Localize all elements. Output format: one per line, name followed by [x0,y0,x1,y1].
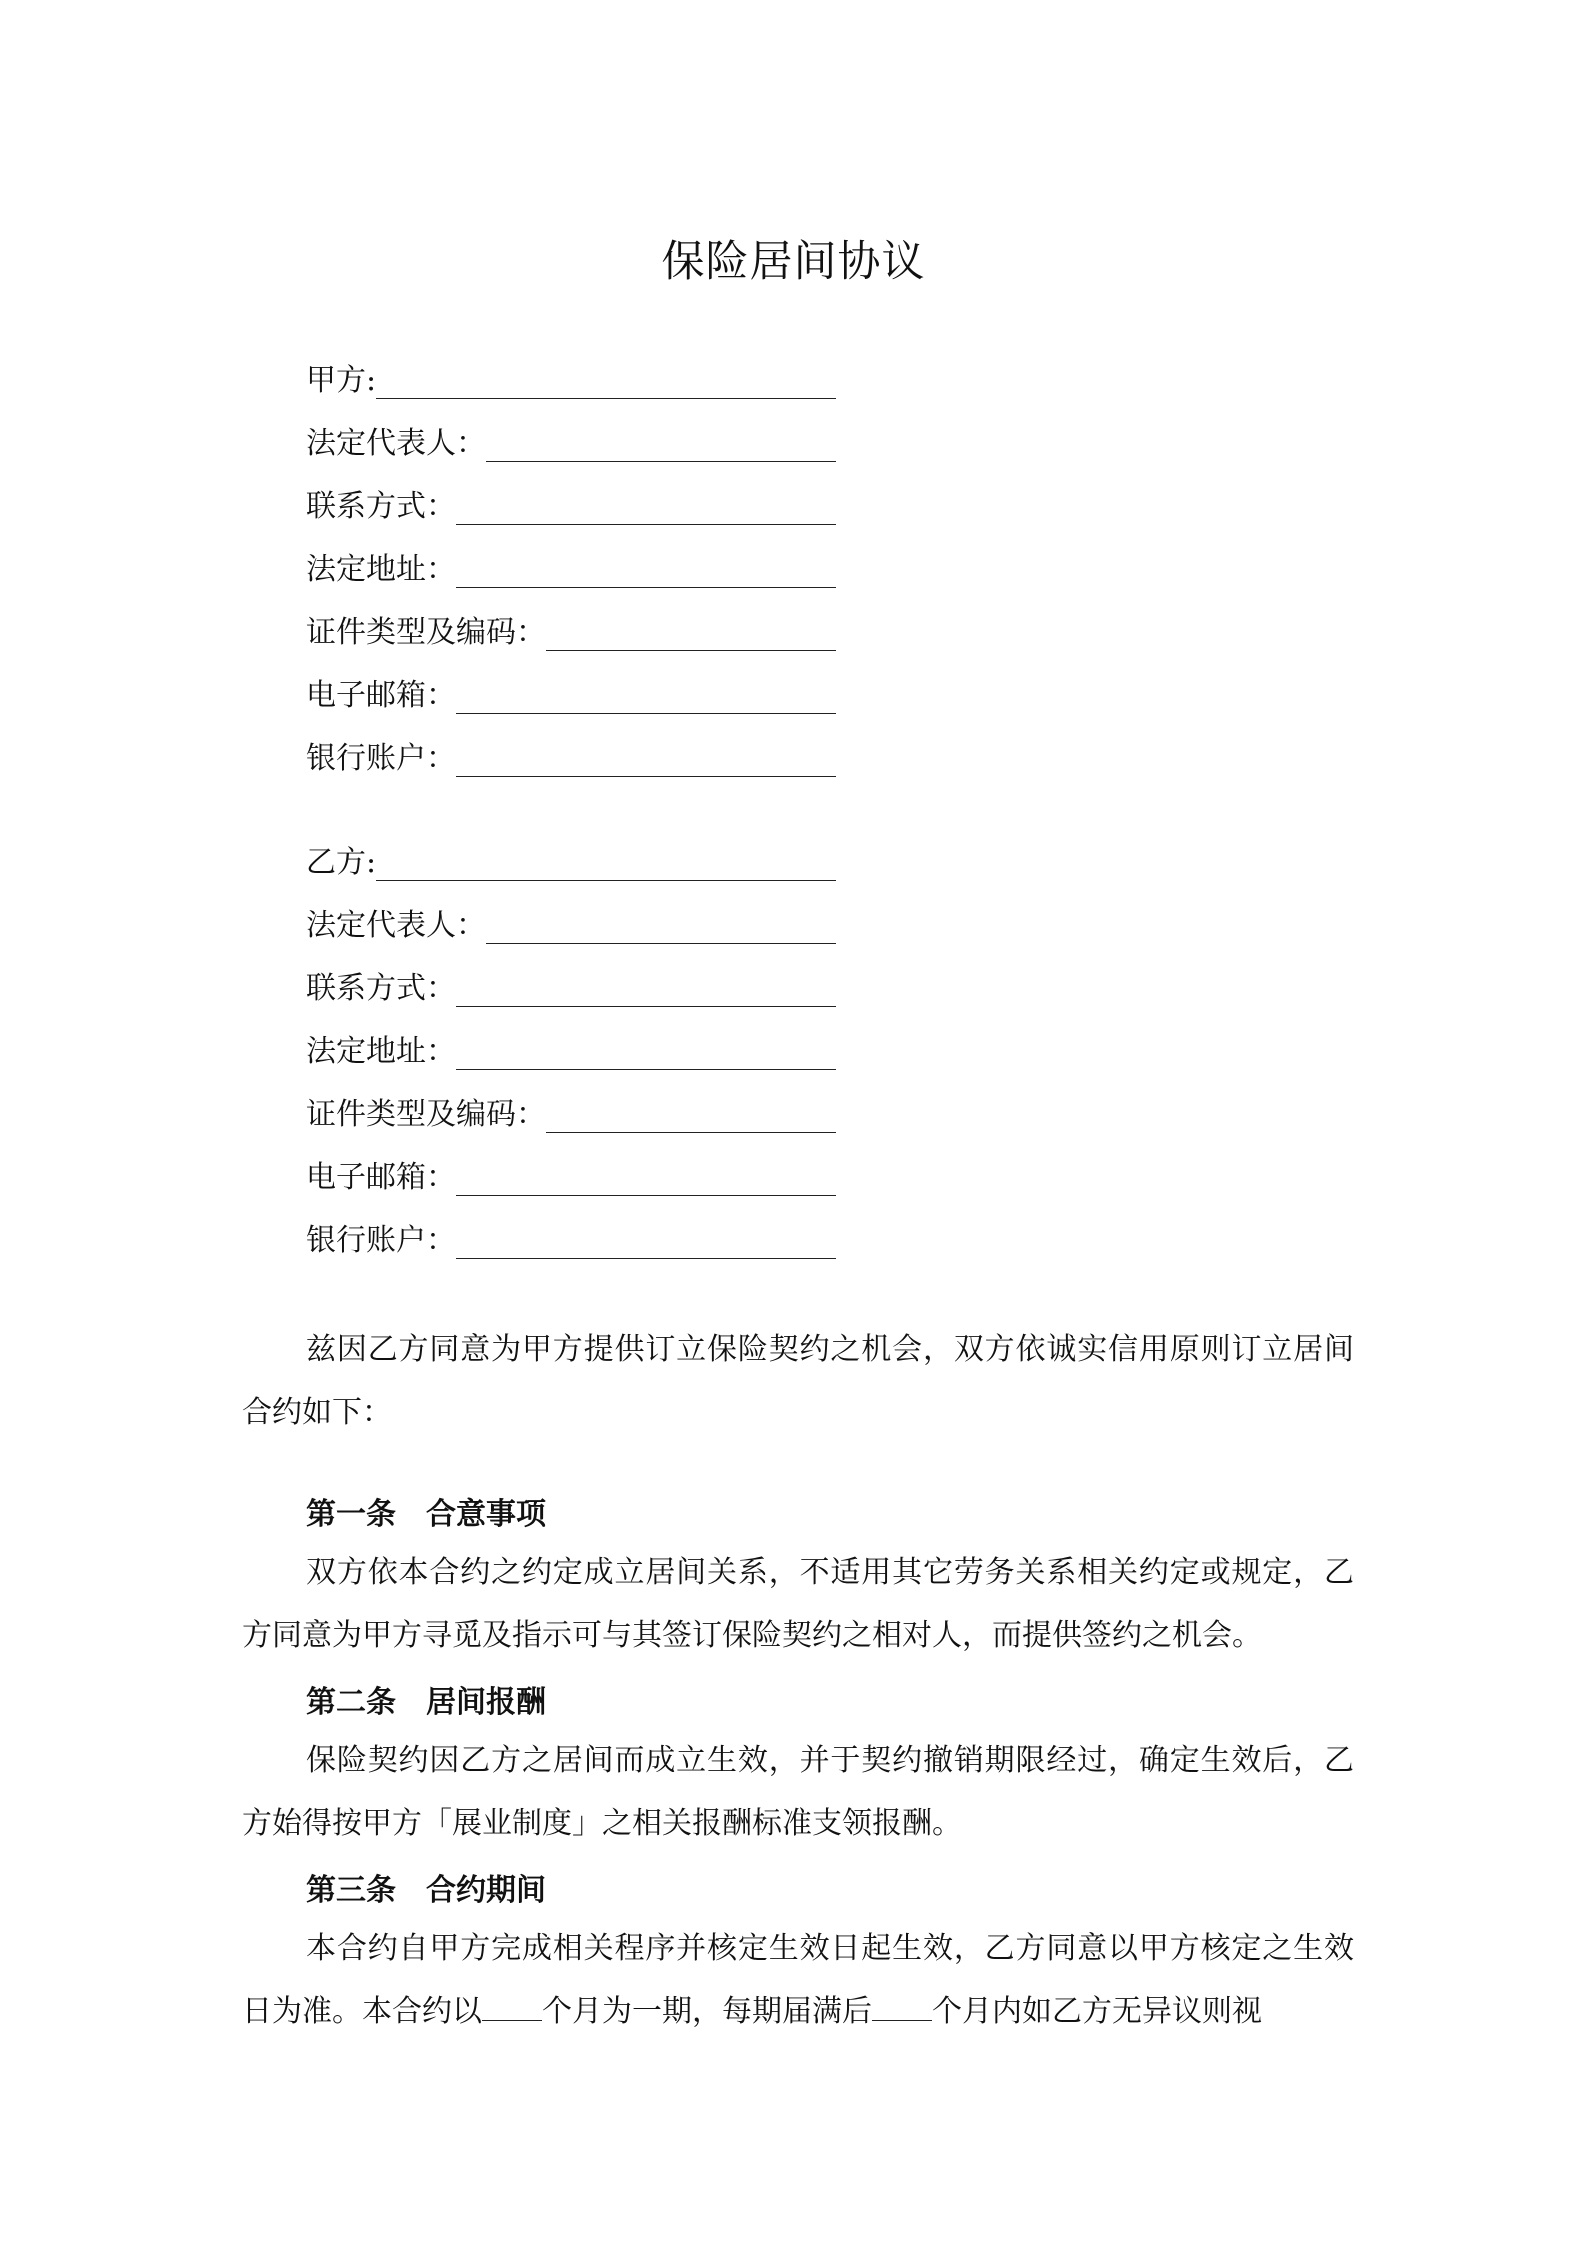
party-a-name-label: 甲方: [306,363,377,398]
party-a-email-blank[interactable] [456,679,836,714]
party-b-name-blank[interactable] [376,846,836,881]
party-a-contact-field [306,483,836,529]
party-b-address-field [306,1028,836,1074]
article-3-body-part3: 个月内如乙方无异议则视 [932,1994,1262,2029]
party-b-bank-blank[interactable] [456,1224,836,1259]
article-3-body [242,1917,1354,2043]
party-a-address-blank[interactable] [456,553,836,588]
document-title: 保险居间协议 [661,237,926,287]
article-1-heading: 第一条 合意事项 [306,1497,546,1532]
party-a-id-label: 证件类型及编码： [306,615,546,650]
article-2-heading: 第二条 居间报酬 [306,1685,546,1720]
intro-paragraph: 兹因乙方同意为甲方提供订立保险契约之机会，双方依诚实信用原则订立居间合约如下： [242,1332,1354,1430]
party-a-email-field [306,672,836,718]
party-a-id-blank[interactable] [546,616,836,651]
period-months-blank[interactable] [482,1990,542,2021]
party-b-address-label: 法定地址： [306,1034,456,1069]
party-a-address-label: 法定地址： [306,552,456,587]
renewal-months-blank[interactable] [872,1990,932,2021]
party-b-id-blank[interactable] [546,1098,836,1133]
party-a-email-label: 电子邮箱： [306,678,456,713]
party-b-rep-field [306,902,836,948]
party-b-id-field [306,1091,836,1137]
party-a-contact-label: 联系方式： [306,489,456,524]
party-a-contact-blank[interactable] [456,490,836,525]
article-2-body: 保险契约因乙方之居间而成立生效，并于契约撤销期限经过，确定生效后，乙方始得按甲方「展业制度」之相关报酬标准支领报酬。 [242,1743,1354,1841]
party-a-name-field [306,357,836,403]
party-a-rep-label: 法定代表人： [306,426,486,461]
article-3-body-part1: 本合约自甲方完成相关程序并核定生效日起生效，乙方同意以甲方核定之生效日为准。本合约以 [242,1931,1354,2029]
party-a-bank-blank[interactable] [456,742,836,777]
party-b-address-blank[interactable] [456,1035,836,1070]
article-3-heading: 第三条 合约期间 [306,1873,546,1908]
party-b-bank-field [306,1217,836,1263]
party-a-rep-blank[interactable] [486,427,836,462]
party-b-rep-blank[interactable] [486,909,836,944]
party-b-contact-blank[interactable] [456,972,836,1007]
party-a-name-blank[interactable] [376,364,836,399]
article-1-body: 双方依本合约之约定成立居间关系，不适用其它劳务关系相关约定或规定，乙方同意为甲方寻觅及指示可与其签订保险契约之相对人，而提供签约之机会。 [242,1555,1354,1653]
party-b-contact-field [306,965,836,1011]
party-b-name-field [306,839,836,885]
party-b-email-blank[interactable] [456,1161,836,1196]
party-b-id-label: 证件类型及编码： [306,1097,546,1132]
article-3-body-part2: 个月为一期，每期届满后 [542,1994,872,2029]
party-b-email-label: 电子邮箱： [306,1160,456,1195]
party-a-bank-field [306,735,836,781]
party-a-bank-label: 银行账户： [306,741,456,776]
party-b-email-field [306,1154,836,1200]
party-a-id-field [306,609,836,655]
party-a-address-field [306,546,836,592]
party-b-contact-label: 联系方式： [306,971,456,1006]
party-b-name-label: 乙方: [306,845,377,880]
party-b-rep-label: 法定代表人： [306,908,486,943]
party-a-rep-field [306,420,836,466]
party-b-bank-label: 银行账户： [306,1223,456,1258]
